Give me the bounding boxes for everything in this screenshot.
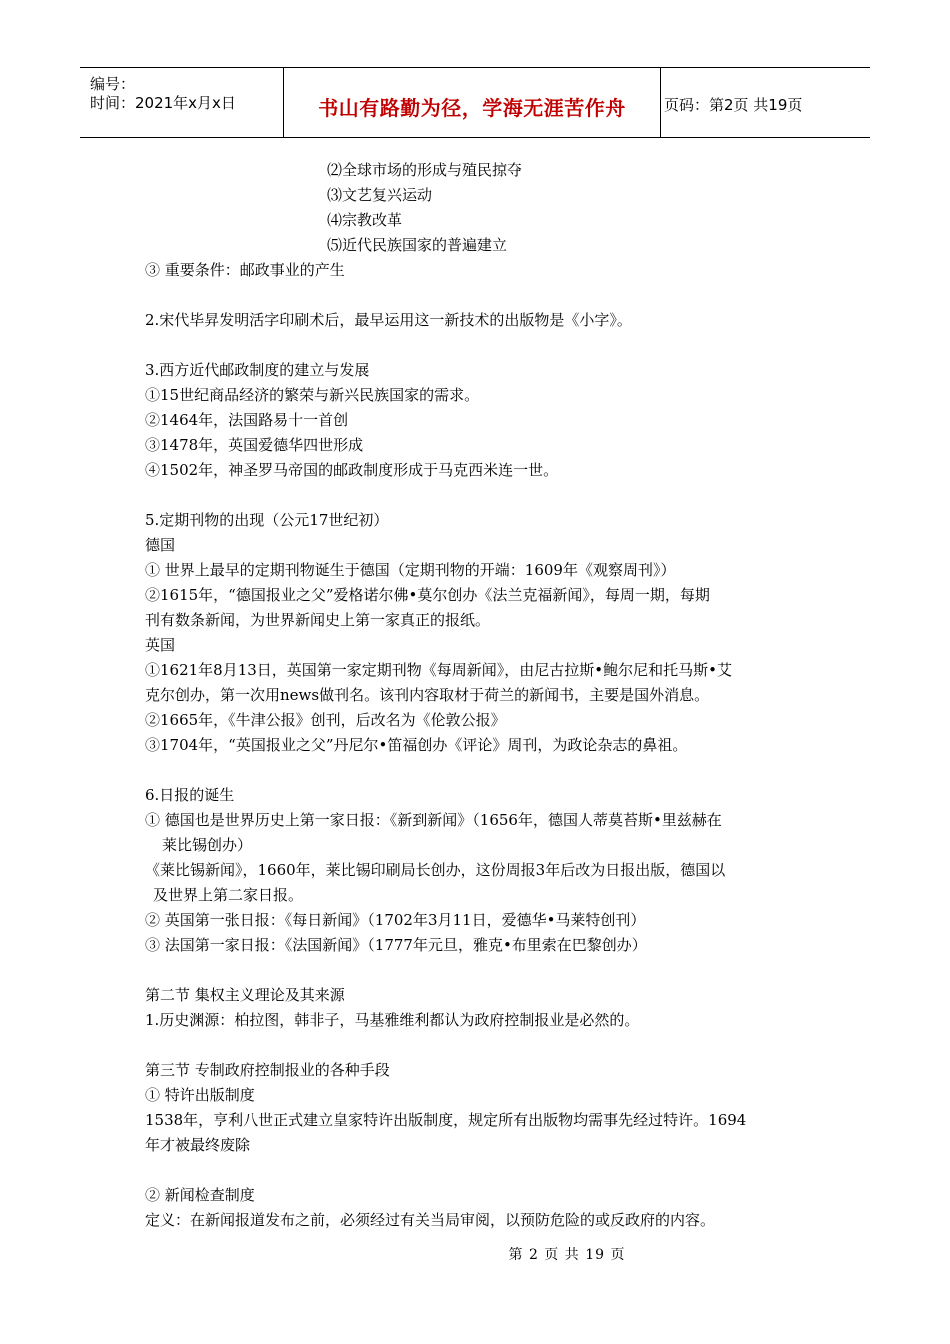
text-line: ① 德国也是世界历史上第一家日报：《新到新闻》（1656年，德国人蒂莫苔斯•里兹赫在: [145, 811, 722, 829]
text-line: ②1665年，《牛津公报》创刊，后改名为《伦敦公报》: [145, 711, 506, 729]
text-line: 及世界上第二家日报。: [153, 886, 304, 904]
text-line: 定义：在新闻报道发布之前，必须经过有关当局审阅，以预防危险的或反政府的内容。: [145, 1211, 716, 1229]
text-line: 《莱比锡新闻》，1660年，莱比锡印刷局长创办，这份周报3年后改为日报出版，德国以: [145, 861, 726, 879]
header-meta-cell: [80, 68, 284, 137]
text-line: 德国: [145, 536, 176, 554]
text-line: 1538年，亨利八世正式建立皇家特许出版制度，规定所有出版物均需事先经过特许。1694: [145, 1111, 747, 1129]
text-line: ③1704年，“英国报业之父”丹尼尔•笛福创办《评论》周刊，为政论杂志的鼻祖。: [145, 736, 688, 754]
section-heading: 5.定期刊物的出现（公元17世纪初）: [145, 511, 389, 529]
text-line: ①15世纪商品经济的繁荣与新兴民族国家的需求。: [145, 386, 480, 404]
text-line: 2.宋代毕昇发明活字印刷术后，最早运用这一新技术的出版物是《小字》。: [145, 311, 632, 329]
header-motto: 书山有路勤为径，学海无涯苦作舟: [318, 96, 626, 120]
text-line: ⑷宗教改革: [327, 211, 403, 229]
text-line: ② 英国第一张日报：《每日新闻》（1702年3月11日，爱德华•马莱特创刊）: [145, 911, 646, 929]
text-line: ⑵全球市场的形成与殖民掠夺: [327, 161, 523, 179]
text-line: 1.历史渊源：柏拉图，韩非子，马基雅维利都认为政府控制报业是必然的。: [145, 1011, 640, 1029]
text-line: ②1464年，法国路易十一首创: [145, 411, 349, 429]
text-line: 年才被最终废除: [145, 1136, 251, 1154]
text-line: ①1621年8月13日，英国第一家定期刊物《每周新闻》，由尼古拉斯•鲍尔尼和托马斯•艾: [145, 661, 733, 679]
document-date-label: 时间：2021年x月x日: [90, 94, 236, 112]
page-footer: 第 2 页 共 19 页: [508, 1247, 626, 1263]
section-heading: 第二节 集权主义理论及其来源: [145, 986, 345, 1004]
text-line: 英国: [145, 636, 176, 654]
text-line: ②1615年，“德国报业之父”爱格诺尔佛•莫尔创办《法兰克福新闻》，每周一期，每期: [145, 586, 710, 604]
section-heading: 6.日报的诞生: [145, 786, 235, 804]
text-line: ⑶文艺复兴运动: [327, 186, 433, 204]
text-line: 克尔创办，第一次用news做刊名。该刊内容取材于荷兰的新闻书，主要是国外消息。: [145, 686, 710, 704]
header-page-cell: [661, 68, 870, 137]
text-line: ④1502年，神圣罗马帝国的邮政制度形成于马克西米连一世。: [145, 461, 559, 479]
document-number-label: 编号：: [90, 75, 136, 93]
text-line: ③ 法国第一家日报：《法国新闻》（1777年元旦，雅克•布里索在巴黎创办）: [145, 936, 647, 954]
text-line: ① 世界上最早的定期刊物诞生于德国（定期刊物的开端：1609年《观察周刊》）: [145, 561, 676, 579]
text-line: ③1478年，英国爱德华四世形成: [145, 436, 364, 454]
text-line: ③ 重要条件：邮政事业的产生: [145, 261, 345, 279]
text-line: ② 新闻检查制度: [145, 1186, 255, 1204]
section-heading: 第三节 专制政府控制报业的各种手段: [145, 1061, 390, 1079]
text-line: 刊有数条新闻，为世界新闻史上第一家真正的报纸。: [145, 611, 491, 629]
header-page-label: 页码：第2页 共19页: [664, 96, 803, 114]
text-line: ⑸近代民族国家的普遍建立: [327, 236, 508, 254]
text-line: ① 特许出版制度: [145, 1086, 255, 1104]
section-heading: 3.西方近代邮政制度的建立与发展: [145, 361, 370, 379]
page-header: [80, 67, 870, 138]
header-motto-cell: [284, 68, 661, 137]
text-line: 莱比锡创办）: [162, 836, 253, 854]
